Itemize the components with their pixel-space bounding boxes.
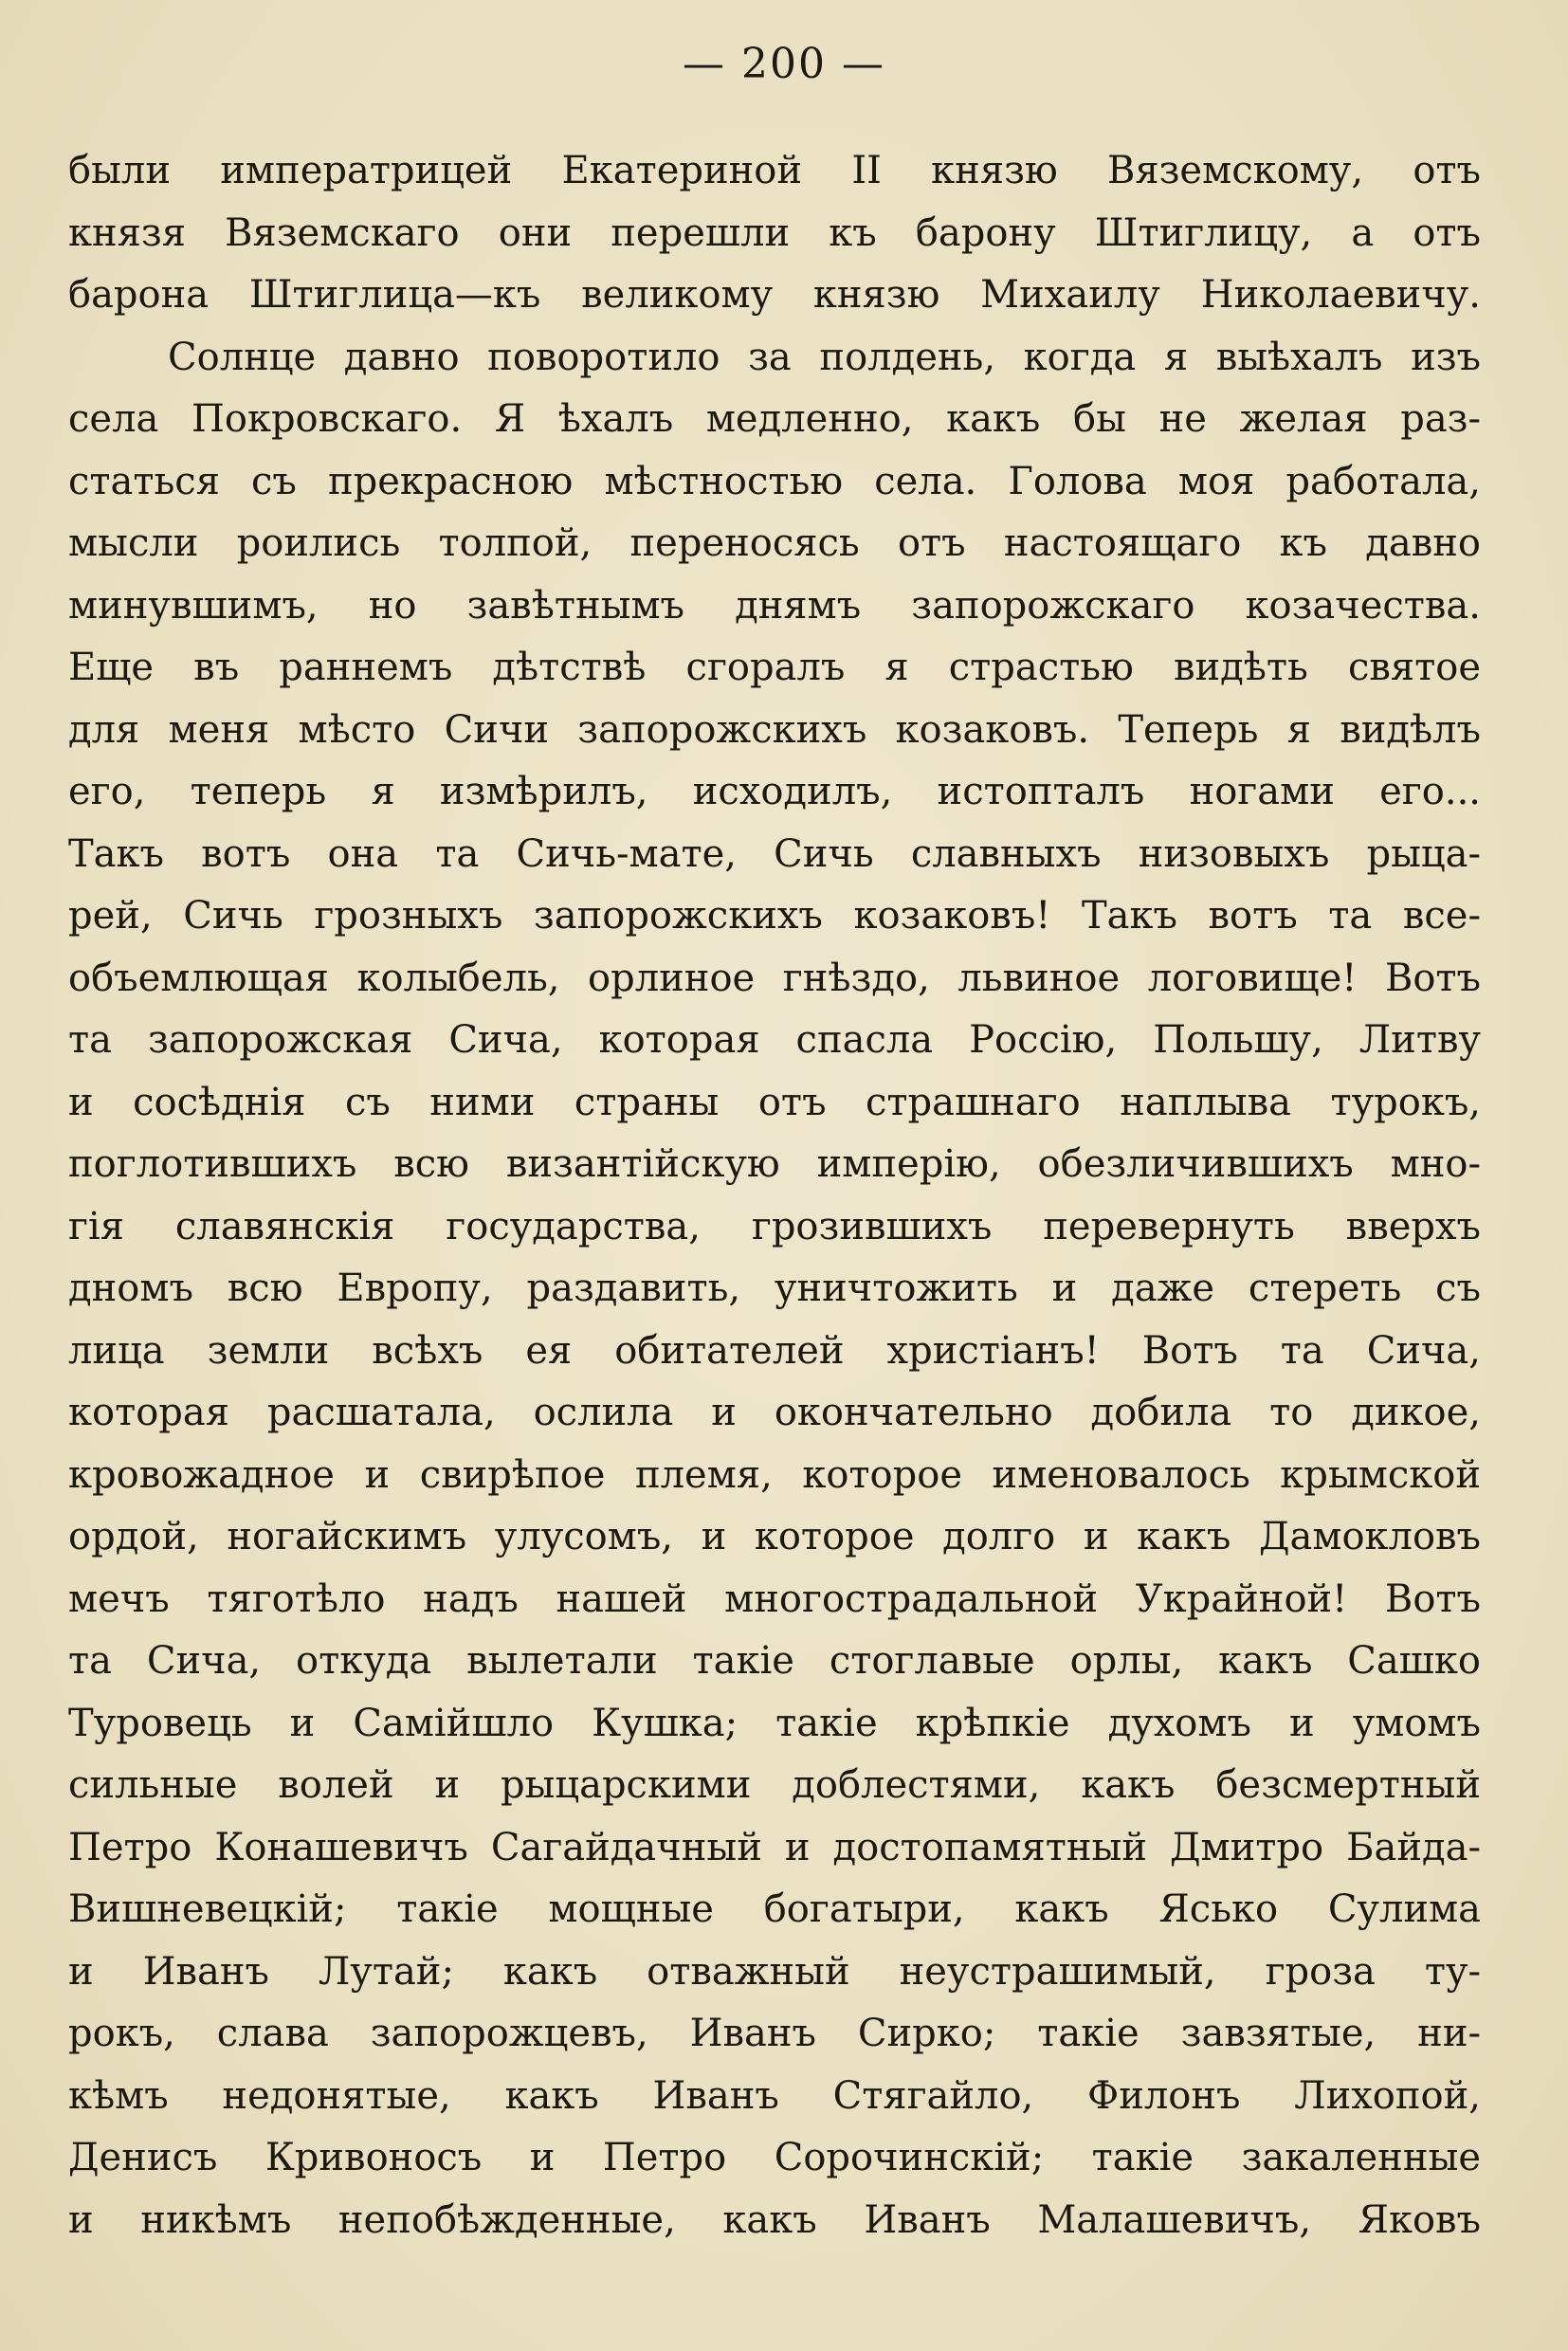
text-line: минувшимъ, но завѣтнымъ днямъ запорожскаго козачества. [68, 583, 1481, 628]
text-line: мысли роились толпой, переносясь отъ настоящаго къ давно [68, 521, 1481, 565]
body-text [68, 140, 1481, 2251]
text-line: барона Штиглица—къ великому князю Михаилу Николаевичу. [68, 273, 1481, 317]
text-line: кѣмъ недонятые, какъ Иванъ Стягайло, Филонъ Лихопой, [68, 2073, 1481, 2118]
text-line: лица земли всѣхъ ея обитателей христіанъ! Вотъ та Сича, [68, 1328, 1481, 1373]
text-line: поглотившихъ всю византійскую имперію, обезличившихъ мно- [68, 1142, 1481, 1186]
text-line: Туровець и Самійшло Кушка; такіе крѣпкіе духомъ и умомъ [68, 1701, 1481, 1745]
text-line: которая расшатала, ослила и окончательно добила то дикое, [68, 1391, 1481, 1434]
text-line: Такъ вотъ она та Сичь-мате, Сичь славныхъ низовыхъ рыца- [68, 831, 1481, 876]
text-line: его, теперь я измѣрилъ, исходилъ, истопталъ ногами его... [68, 770, 1481, 813]
text-line: Денисъ Кривоносъ и Петро Сорочинскій; такіе закаленные [68, 2136, 1481, 2179]
text-line: Еще въ раннемъ дѣтствѣ сгоралъ я страстью видѣть святое [68, 646, 1481, 689]
text-line: села Покровскаго. Я ѣхалъ медленно, какъ бы не желая раз- [68, 397, 1481, 441]
text-line: Вишневецкій; такіе мощные богатыри, какъ Ясько Сулима [68, 1887, 1481, 1931]
text-line: князя Вяземскаго они перешли къ барону Штиглицу, а отъ [68, 210, 1481, 255]
text-line: рей, Сичь грозныхъ запорожскихъ козаковъ! Такъ вотъ та все- [68, 894, 1481, 938]
text-line: были императрицей Екатериной II князю Вяземскому, отъ [68, 149, 1481, 192]
text-line: Солнце давно поворотило за полдень, когда я выѣхалъ изъ [168, 335, 1481, 379]
text-line: для меня мѣсто Сичи запорожскихъ козаковъ. Теперь я видѣлъ [68, 707, 1481, 752]
text-line: статься съ прекрасною мѣстностью села. Голова моя работала, [68, 459, 1481, 503]
text-line: и Иванъ Лутай; какъ отважный неустрашимый, гроза ту- [68, 1949, 1481, 1994]
text-line: мечъ тяготѣло надъ нашей многострадальной Украйной! Вотъ [68, 1576, 1481, 1621]
text-line: рокъ, слава запорожцевъ, Иванъ Сирко; такіе завзятые, ни- [68, 2012, 1481, 2055]
text-line: та запорожская Сича, которая спасла Россію, Польшу, Литву [68, 1018, 1481, 1062]
text-line: дномъ всю Европу, раздавить, уничтожить и даже стереть съ [68, 1267, 1481, 1310]
text-line: ордой, ногайскимъ улусомъ, и которое долго и какъ Дамокловъ [68, 1515, 1481, 1558]
text-line: сильные волей и рыцарскими доблестями, какъ безсмертный [68, 1763, 1481, 1807]
page-number: — 200 — [683, 40, 885, 88]
text-line: кровожадное и свирѣпое племя, которое именовалось крымской [68, 1452, 1481, 1497]
text-line: та Сича, откуда вылетали такіе стоглавые орлы, какъ Сашко [68, 1639, 1481, 1683]
text-line: и никѣмъ непобѣжденные, какъ Иванъ Малашевичъ, Яковъ [68, 2197, 1481, 2242]
text-line: гія славянскія государства, грозившихъ перевернуть вверхъ [68, 1204, 1481, 1248]
text-line: Петро Конашевичъ Сагайдачный и достопамятный Дмитро Байда- [68, 1825, 1481, 1869]
text-line: объемлющая колыбель, орлиное гнѣздо, львиное логовище! Вотъ [68, 956, 1481, 1000]
text-line: и сосѣднія съ ними страны отъ страшнаго наплыва турокъ, [68, 1080, 1481, 1124]
